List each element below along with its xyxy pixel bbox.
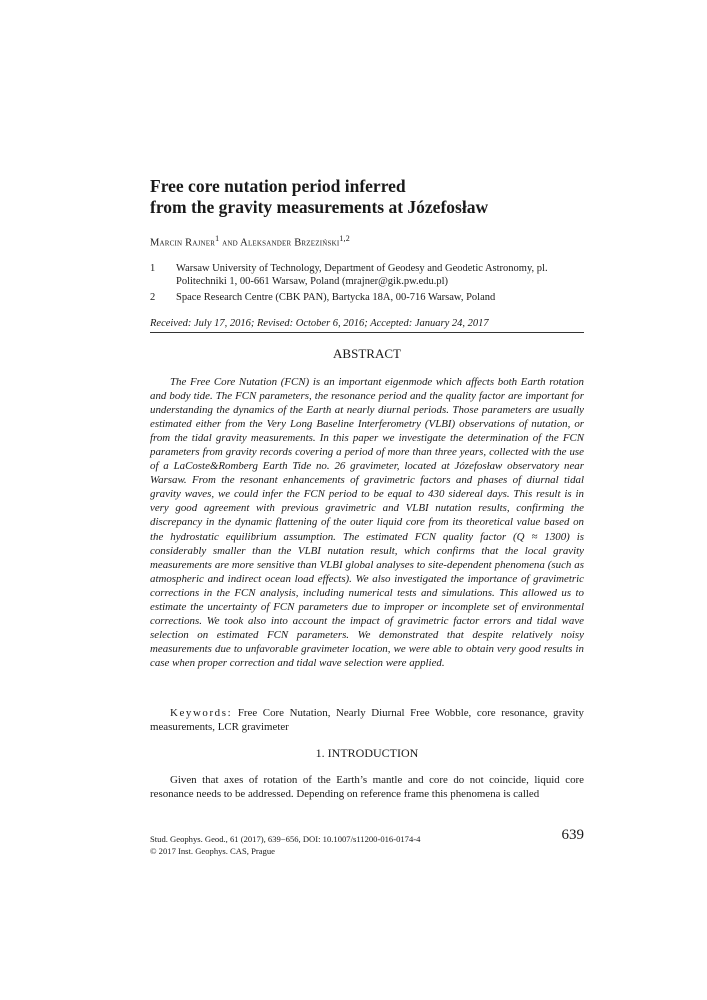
page-footer [150, 834, 584, 857]
keywords [150, 706, 584, 734]
abstract-heading: ABSTRACT [333, 346, 401, 361]
author-1: Marcin Rajner [150, 237, 216, 249]
abstract-text: The Free Core Nutation (FCN) is an important eigenmode which affects both Earth rotation and body tide. The FCN parameters, the resonance period and the quality factor are important for understanding the dynamics of the Earth at nearly diurnal periods. Those parameters are usually estimated either from the Very Long Baseline Interferometry (VLBI) observations of nutation, or from the tidal gravity measurements. In this paper we investigate the determination of the FCN parameters from gravity records covering a period of more than three years, collected with the use of a LaCoste&Romberg Earth Tide no. 26 gravimeter, located at Józefosław observatory near Warsaw. From the resonant enhancements of gravimetric factors and phases of diurnal tidal gravity waves, we could infer the FCN period to be equal to 430 sidereal days. This result is in very good agreement with previous gravimetric and VLBI nutation results, confirming the discrepancy in the dynamic flattening of the outer liquid core from its theoretical value based on the hydrostatic equilibrium assumption. The estimated FCN quality factor (Q ≈ 1300) is considerably smaller than the VLBI nutation result, which confirms that the local gravity measurements are more sensitive than VLBI global analyses to site-dependent phenomena (such as atmospheric and indirect ocean load effects). We also investigated the importance of gravimetric corrections in the FCN analysis, including numerical tests and simulations. This allowed us to estimate the uncertainty of FCN parameters due to improper or incomplete set of environmental corrections. We took also into account the impact of gravimetric factor errors and tidal wave selection on estimated FCN parameters. We demonstrated that despite relatively noisy measurements due to unfavorable gravimeter location, we were able to obtain very good results in case when proper correction and tidal wave selection were applied. [150, 376, 584, 669]
keywords-text: Free Core Nutation, Nearly Diurnal Free Wobble, core resonance, gravity measurements, LCR gravimeter [150, 707, 584, 733]
author-conjunction: and [222, 237, 238, 249]
page-number: 639 [561, 827, 584, 843]
affiliation-text: Space Research Centre (CBK PAN), Bartycka 18A, 00-716 Warsaw, Poland [176, 292, 496, 303]
introduction-text: Given that axes of rotation of the Earth’s mantle and core do not coincide, liquid core resonance needs to be addressed. Depending on reference frame this phenomena is called [150, 774, 584, 800]
affiliation-2 [150, 291, 584, 304]
received-dates: Received: July 17, 2016; Revised: October 6, 2016; Accepted: January 24, 2017 [150, 318, 584, 333]
journal-citation: Stud. Geophys. Geod., 61 (2017), 639−656, DOI: 10.1007/s11200-016-0174-4 [150, 834, 421, 844]
author-1-affiliation-mark: 1 [215, 234, 220, 243]
title-line-2: from the gravity measurements at Józefosław [150, 197, 489, 217]
section-heading-introduction: 1. INTRODUCTION [315, 746, 419, 760]
affiliation-number: 2 [150, 292, 156, 303]
paper-title [150, 176, 584, 218]
affiliation-text: Warsaw University of Technology, Department of Geodesy and Geodetic Astronomy, pl. Politechniki 1, 00-661 Warsaw, Poland (mrajner@gik.pw.edu.pl) [176, 263, 548, 287]
author-list [150, 234, 350, 249]
keywords-label: Keywords: [170, 707, 233, 719]
affiliation-1 [150, 262, 584, 288]
affiliation-number: 1 [150, 263, 156, 274]
title-line-1: Free core nutation period inferred [150, 176, 406, 196]
copyright-notice: © 2017 Inst. Geophys. CAS, Prague [150, 845, 275, 856]
author-2: Aleksander Brzeziński [240, 237, 340, 249]
author-2-affiliation-mark: 1,2 [339, 234, 350, 243]
